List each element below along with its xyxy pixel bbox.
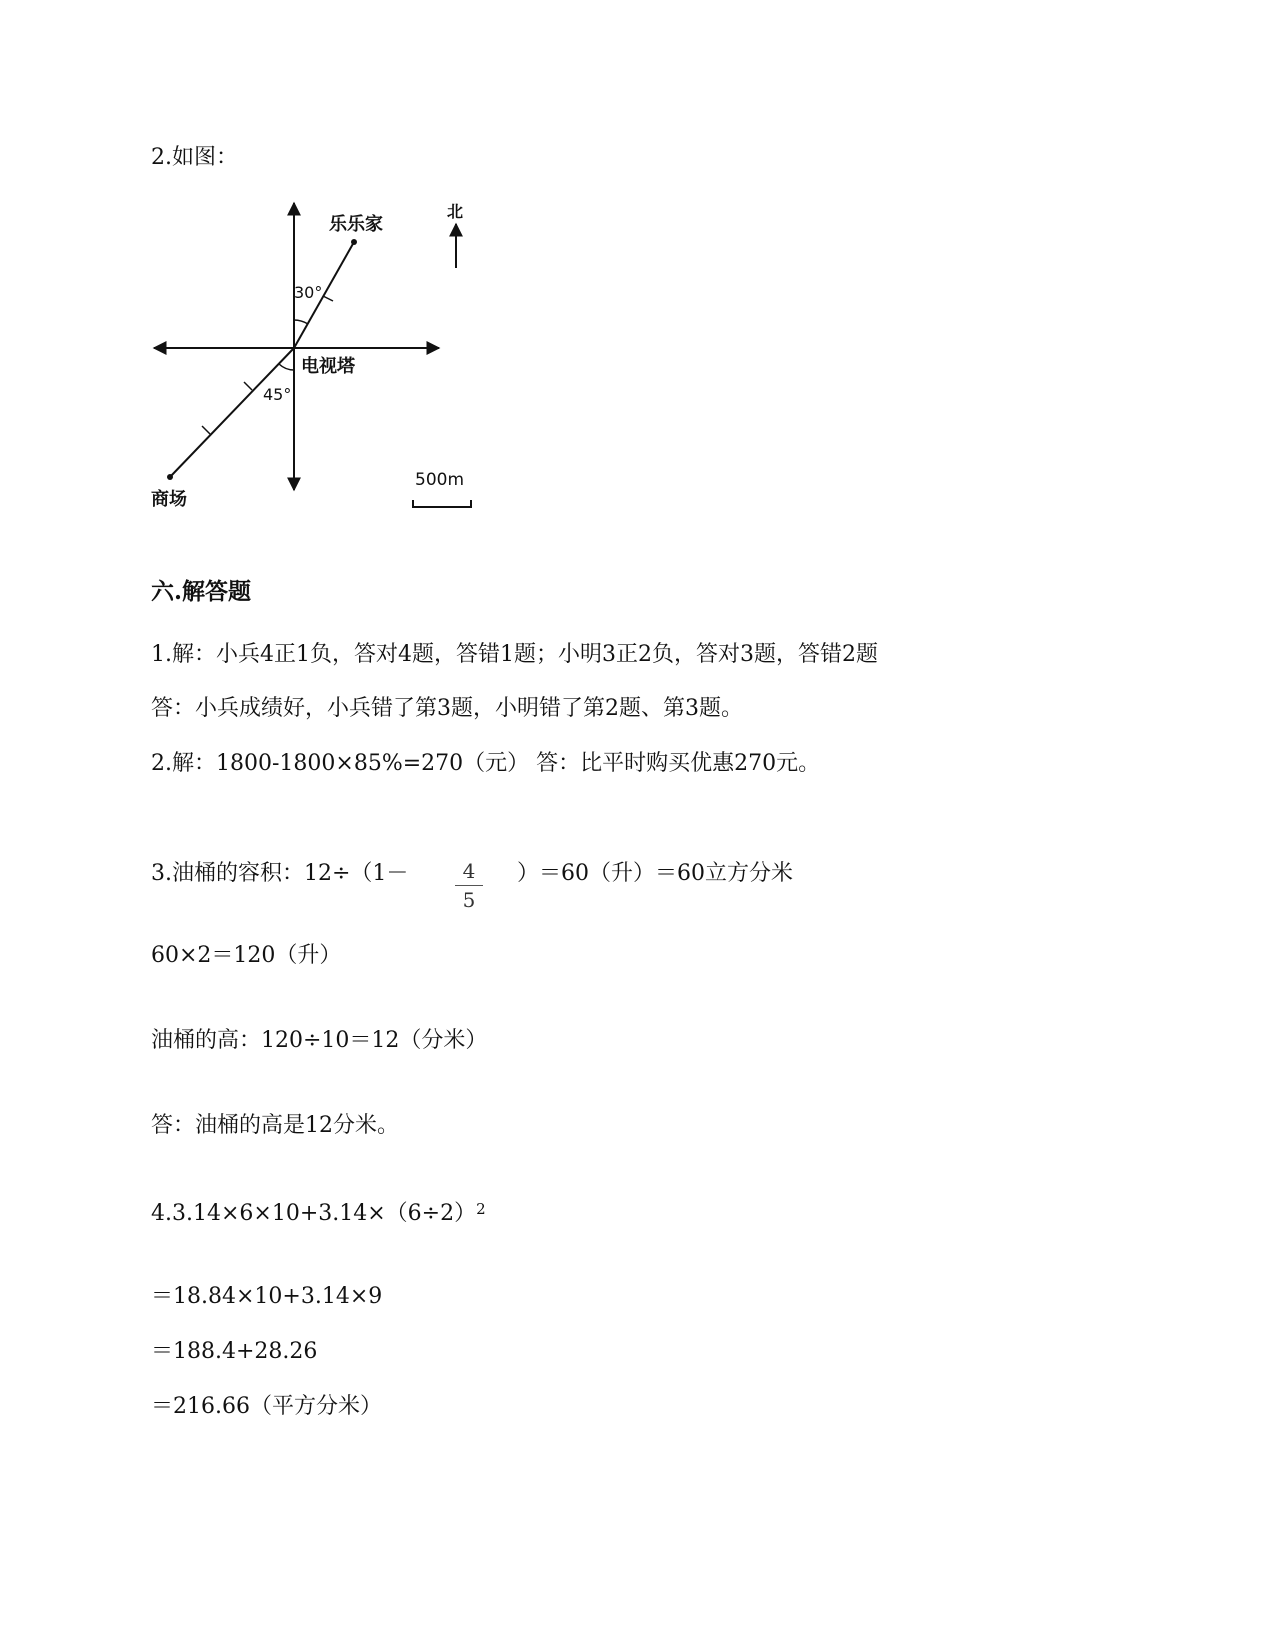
q3-line1-prefix: 3.油桶的容积：12÷（1－ (151, 861, 409, 886)
label-north: 北 (447, 202, 464, 221)
q1-line1: 1.解：小兵4正1负，答对4题，答错1题；小明3正2负，答对3题，答错2题 (151, 642, 878, 667)
label-angle-45: 45° (263, 385, 292, 404)
label-scale: 500m (415, 470, 465, 490)
label-home: 乐乐家 (329, 214, 383, 235)
label-angle-30: 30° (294, 283, 323, 302)
q4-line1 (151, 1199, 486, 1230)
home-line-tick (323, 296, 333, 301)
diagram-question-label: 2.如图： (151, 145, 238, 170)
line-to-mall (170, 348, 294, 477)
angle-arc-30 (294, 320, 308, 324)
mall-line-tick-1 (244, 382, 252, 390)
q4-line3: ＝188.4+28.26 (151, 1339, 318, 1364)
q3-fraction (455, 858, 483, 913)
q3-fraction-numerator: 4 (462, 859, 476, 883)
q4-line4: ＝216.66（平方分米） (151, 1394, 382, 1419)
q3-line3: 油桶的高：120÷10＝12（分米） (151, 1028, 488, 1053)
label-mall: 商场 (151, 489, 187, 510)
q3-fraction-bar (455, 885, 483, 886)
q4-line1-superscript: 2 (476, 1200, 486, 1218)
mall-line-tick-2 (202, 426, 210, 434)
q3-fraction-denominator: 5 (462, 888, 476, 912)
q3-line2: 60×2＝120（升） (151, 943, 342, 968)
q1-line2: 答：小兵成绩好，小兵错了第3题，小明错了第2题、第3题。 (151, 696, 743, 721)
q3-line4: 答：油桶的高是12分米。 (151, 1113, 399, 1138)
scale-bar (413, 500, 471, 507)
q3-line1-suffix: ）＝60（升）＝60立方分米 (517, 861, 793, 886)
section-heading: 六.解答题 (151, 578, 252, 605)
q4-line1-text: 4.3.14×6×10+3.14×（6÷2） (151, 1201, 477, 1226)
mall-point (167, 474, 173, 480)
q2-line1: 2.解：1800-1800×85%=270（元） 答：比平时购买优惠270元。 (151, 751, 821, 776)
q4-line2: ＝18.84×10+3.14×9 (151, 1284, 383, 1309)
home-point (351, 239, 357, 245)
direction-map-diagram (151, 200, 501, 540)
label-tower: 电视塔 (301, 356, 355, 377)
angle-arc-45 (279, 364, 294, 370)
